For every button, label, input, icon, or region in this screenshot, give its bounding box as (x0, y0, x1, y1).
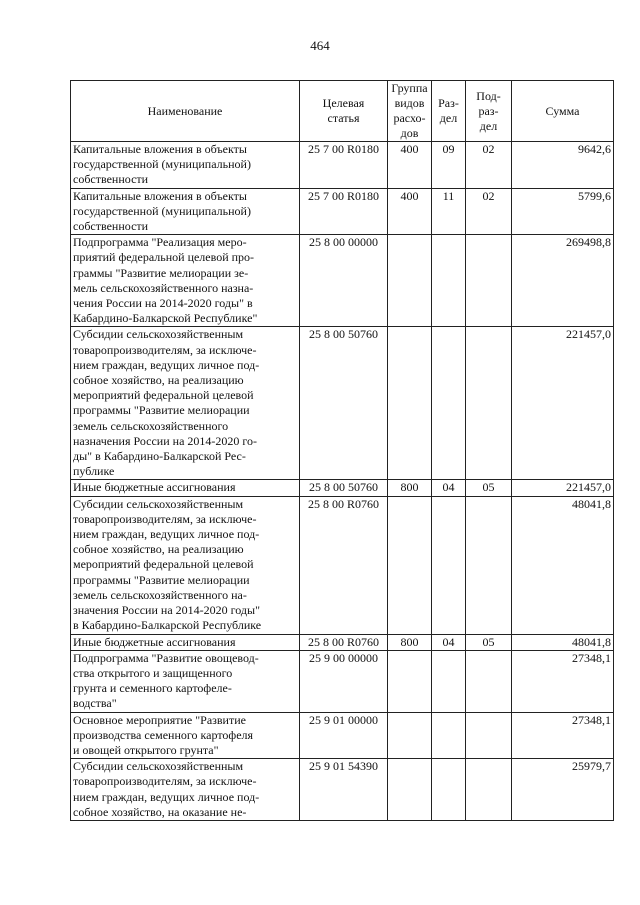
row-sum: 25979,7 (512, 759, 614, 821)
row-subsection (466, 327, 512, 480)
table-header-row (71, 81, 614, 142)
table-row (71, 650, 614, 712)
row-target: 25 8 00 50760 (300, 327, 388, 480)
row-target: 25 8 00 00000 (300, 235, 388, 327)
row-name: Иные бюджетные ассигнования (71, 634, 300, 650)
row-sum: 221457,0 (512, 327, 614, 480)
table-row (71, 142, 614, 189)
row-section (432, 759, 466, 821)
row-group (388, 712, 432, 759)
row-subsection: 02 (466, 188, 512, 235)
row-group: 400 (388, 188, 432, 235)
row-name: Капитальные вложения в объекты государственной (муниципальной) собственности (71, 188, 300, 235)
row-group: 800 (388, 634, 432, 650)
row-subsection (466, 650, 512, 712)
row-name: Подпрограмма "Развитие овощевод- ства открытого и защищенного грунта и семенного картофеле- водства" (71, 650, 300, 712)
row-sum: 27348,1 (512, 650, 614, 712)
row-target: 25 9 01 54390 (300, 759, 388, 821)
row-section: 11 (432, 188, 466, 235)
row-subsection: 05 (466, 634, 512, 650)
row-name: Субсидии сельскохозяйственным товаропроизводителям, за исключе- нием граждан, ведущих личное под- собное хозяйство, на реализацию мероприятий федеральной целевой программы "Развитие мелиорации земель сельскохозяйственного на- значения России на 2014-2020 годы" в Кабардино-Балкарской Республике (71, 496, 300, 634)
table-row (71, 759, 614, 821)
row-section: 09 (432, 142, 466, 189)
row-name: Субсидии сельскохозяйственным товаропроизводителям, за исключе- нием граждан, ведущих личное под- собное хозяйство, на реализацию мероприятий федеральной целевой программы "Развитие мелиорации земель сельскохозяйственного назначения России на 2014-2020 го- ды" в Кабардино-Балкарской Рес- публике (71, 327, 300, 480)
table-row (71, 327, 614, 480)
row-group: 800 (388, 480, 432, 496)
row-name: Капитальные вложения в объекты государственной (муниципальной) собственности (71, 142, 300, 189)
row-target: 25 7 00 R0180 (300, 188, 388, 235)
header-target: Целевая статья (300, 81, 388, 142)
table-row (71, 712, 614, 759)
header-section: Раз- дел (432, 81, 466, 142)
row-subsection (466, 496, 512, 634)
header-name: Наименование (71, 81, 300, 142)
row-sum: 48041,8 (512, 496, 614, 634)
row-section: 04 (432, 634, 466, 650)
header-subsection: Под- раз- дел (466, 81, 512, 142)
row-target: 25 8 00 R0760 (300, 496, 388, 634)
row-sum: 27348,1 (512, 712, 614, 759)
row-target: 25 9 00 00000 (300, 650, 388, 712)
row-section (432, 496, 466, 634)
header-group: Группа видов расхо- дов (388, 81, 432, 142)
row-subsection (466, 712, 512, 759)
row-sum: 221457,0 (512, 480, 614, 496)
row-sum: 9642,6 (512, 142, 614, 189)
row-target: 25 7 00 R0180 (300, 142, 388, 189)
row-subsection: 05 (466, 480, 512, 496)
row-group (388, 759, 432, 821)
row-name: Основное мероприятие "Развитие производства семенного картофеля и овощей открытого грунта" (71, 712, 300, 759)
row-group (388, 327, 432, 480)
row-name: Иные бюджетные ассигнования (71, 480, 300, 496)
table-row (71, 480, 614, 496)
row-subsection (466, 759, 512, 821)
row-target: 25 8 00 50760 (300, 480, 388, 496)
header-sum: Сумма (512, 81, 614, 142)
row-group: 400 (388, 142, 432, 189)
row-name: Подпрограмма "Реализация меро- приятий федеральной целевой про- граммы "Развитие мелиорации зе- мель сельскохозяйственного назна- чения России на 2014-2020 годы" в Кабардино-Балкарской Республике" (71, 235, 300, 327)
row-subsection (466, 235, 512, 327)
page-number: 464 (310, 38, 330, 53)
row-section: 04 (432, 480, 466, 496)
row-section (432, 712, 466, 759)
row-section (432, 650, 466, 712)
table-row (71, 235, 614, 327)
row-name: Субсидии сельскохозяйственным товаропроизводителям, за исключе- нием граждан, ведущих личное под- собное хозяйство, на оказание не- (71, 759, 300, 821)
row-group (388, 496, 432, 634)
row-subsection: 02 (466, 142, 512, 189)
row-group (388, 235, 432, 327)
row-section (432, 327, 466, 480)
table-row (71, 496, 614, 634)
row-group (388, 650, 432, 712)
row-sum: 5799,6 (512, 188, 614, 235)
row-section (432, 235, 466, 327)
row-target: 25 8 00 R0760 (300, 634, 388, 650)
row-sum: 269498,8 (512, 235, 614, 327)
table-row (71, 188, 614, 235)
table-row (71, 634, 614, 650)
row-target: 25 9 01 00000 (300, 712, 388, 759)
row-sum: 48041,8 (512, 634, 614, 650)
budget-table (70, 80, 614, 821)
